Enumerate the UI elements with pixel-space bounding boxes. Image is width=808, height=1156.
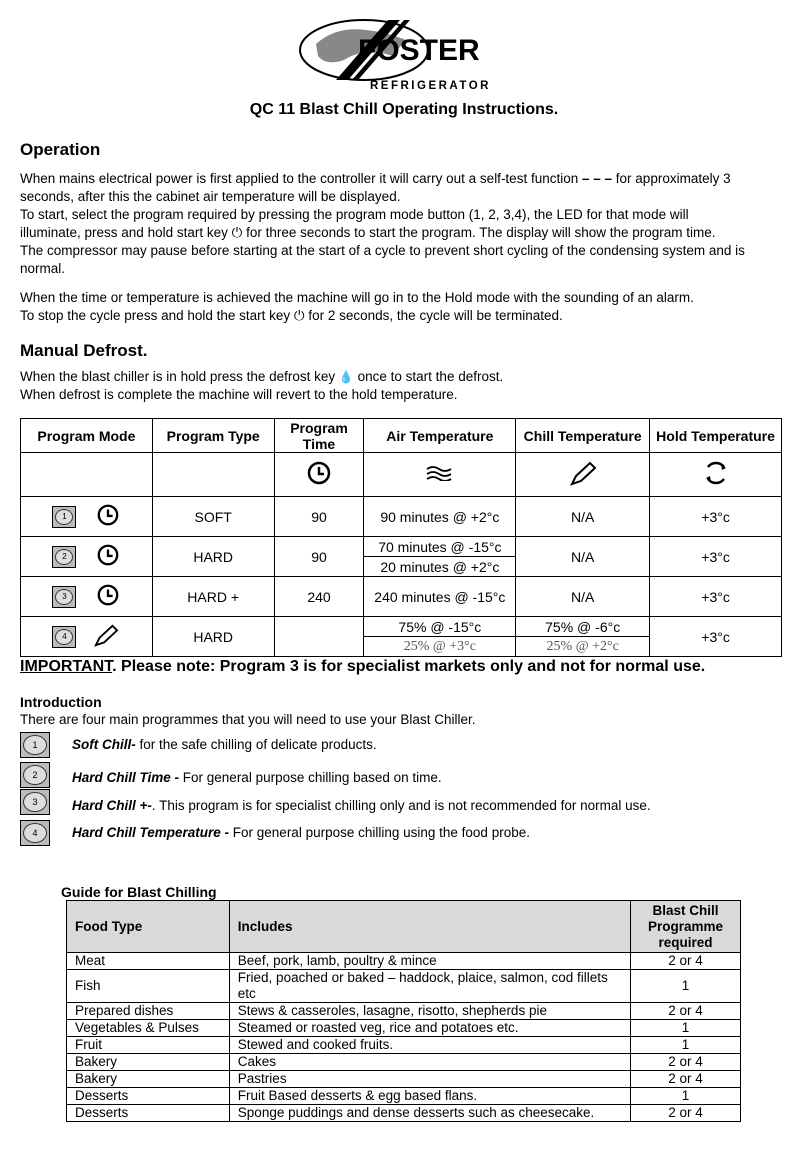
operation-paragraph-1: When mains electrical power is first applied to the controller it will carry out a self-test function – – – for approximately 3 seconds, after this the cabinet air temperature will be displayed. To start, select the program required by pressing the program mode button (1, 2, 3,4), the LED for that mode will illuminate, press and hold start key ⏻ for three seconds to start the program. The display will show the program time. The compressor may pause before starting at the start of a cycle to prevent short cycling of the condensing system and is normal. (20, 171, 745, 276)
table-row: 4 HARD 75% @ -15°c 75% @ -6°c +3°c (21, 617, 782, 637)
clock-icon (96, 554, 120, 570)
header-chill-temperature: Chill Temperature (516, 419, 650, 453)
header-program-mode: Program Mode (21, 419, 153, 453)
table-row: 1 SOFT 90 90 minutes @ +2°c N/A +3°c (21, 497, 782, 537)
program-button-1[interactable]: 1 (52, 506, 76, 528)
guide-header-includes: Includes (229, 901, 630, 953)
table-row: 3 HARD + 240 240 minutes @ -15°c N/A +3°c (21, 577, 782, 617)
intro-item-hard-chill-plus: Hard Chill +-. This program is for specialist chilling only and is not recommended for normal use. (72, 798, 651, 813)
guide-title: Guide for Blast Chilling (61, 884, 217, 900)
intro-item-hard-chill-time: Hard Chill Time - For general purpose chilling based on time. (72, 770, 442, 785)
document-title: QC 11 Blast Chill Operating Instructions. (249, 101, 559, 118)
important-note: IMPORTANT. Please note: Program 3 is for specialist markets only and not for normal use. (20, 658, 706, 675)
operation-paragraph-2: When the time or temperature is achieved the machine will go in to the Hold mode with the sounding of an alarm. To stop the cycle press and hold the start key ⏻ for 2 seconds, the cycle will be terminated. (20, 290, 694, 323)
guide-header-programme: Blast Chill Programme required (631, 901, 741, 953)
logo-brand: FOSTER (358, 34, 480, 67)
table-row: 2 HARD 90 70 minutes @ -15°c N/A +3°c (21, 537, 782, 557)
header-air-temperature: Air Temperature (364, 419, 516, 453)
table-row: Prepared dishes Stews & casseroles, lasagne, risotto, shepherds pie 2 or 4 (67, 1003, 741, 1020)
power-icon: ⏻ (231, 225, 243, 240)
clock-icon (96, 514, 120, 530)
program-button-4[interactable]: 4 (52, 626, 76, 648)
table-row: Meat Beef, pork, lamb, poultry & mince 2 or 4 (67, 953, 741, 970)
intro-item-soft-chill: Soft Chill- for the safe chilling of delicate products. (72, 737, 377, 752)
guide-table (66, 900, 741, 1122)
table-row: Bakery Cakes 2 or 4 (67, 1054, 741, 1071)
intro-text: There are four main programmes that you will need to use your Blast Chiller. (20, 712, 476, 727)
operation-heading: Operation (20, 140, 101, 159)
program-button-3[interactable]: 3 (52, 586, 76, 608)
table-row: Desserts Sponge puddings and dense desserts such as cheesecake. 2 or 4 (67, 1105, 741, 1122)
table-row: Desserts Fruit Based desserts & egg based flans. 1 (67, 1088, 741, 1105)
table-row: Fish Fried, poached or baked – haddock, plaice, salmon, cod fillets etc 1 (67, 970, 741, 1003)
hold-cycle-icon (701, 474, 731, 490)
program-table: Program Mode Program Type Program Time Air Temperature Chill Temperature Hold Temperature 1 SOFT 90 90 minutes @ +2°c N/A +3°c 2 HARD 90 70 minutes @ -15°c N/A +3°c 20 minutes @ +2°c 3 HARD + 240 240 minutes @ -15°c N/A +3°c 4 HARD 75% @ -15°c 75% @ -6°c +3°c 25% @ +3°c 25% @ +2°c (20, 418, 782, 657)
probe-icon (568, 473, 598, 489)
defrost-heading: Manual Defrost. (20, 341, 148, 360)
intro-heading: Introduction (20, 694, 102, 710)
clock-icon (306, 473, 332, 489)
program-button-1[interactable]: 1 (20, 732, 50, 758)
power-icon: ⏻ (293, 308, 305, 323)
program-button-2[interactable]: 2 (52, 546, 76, 568)
table-row: Vegetables & Pulses Steamed or roasted veg, rice and potatoes etc. 1 (67, 1020, 741, 1037)
defrost-icon: 💧 (338, 370, 354, 384)
probe-icon (92, 634, 120, 650)
table-row: Bakery Pastries 2 or 4 (67, 1071, 741, 1088)
program-button-3[interactable]: 3 (20, 789, 50, 815)
intro-item-hard-chill-temperature: Hard Chill Temperature - For general purpose chilling using the food probe. (72, 825, 530, 840)
program-button-2[interactable]: 2 (20, 762, 50, 788)
clock-icon (96, 594, 120, 610)
header-hold-temperature: Hold Temperature (650, 419, 782, 453)
header-program-type: Program Type (152, 419, 274, 453)
program-button-4[interactable]: 4 (20, 820, 50, 846)
guide-header-food-type: Food Type (67, 901, 230, 953)
self-test-dashes: – – – (582, 171, 613, 186)
air-flow-icon (425, 468, 455, 484)
defrost-paragraph: When the blast chiller is in hold press the defrost key 💧 once to start the defrost. When defrost is complete the machine will revert to the hold temperature. (20, 369, 504, 402)
logo-sub: REFRIGERATOR (370, 80, 491, 92)
header-program-time: Program Time (274, 419, 364, 453)
foster-logo (296, 16, 500, 94)
table-row: Fruit Stewed and cooked fruits. 1 (67, 1037, 741, 1054)
